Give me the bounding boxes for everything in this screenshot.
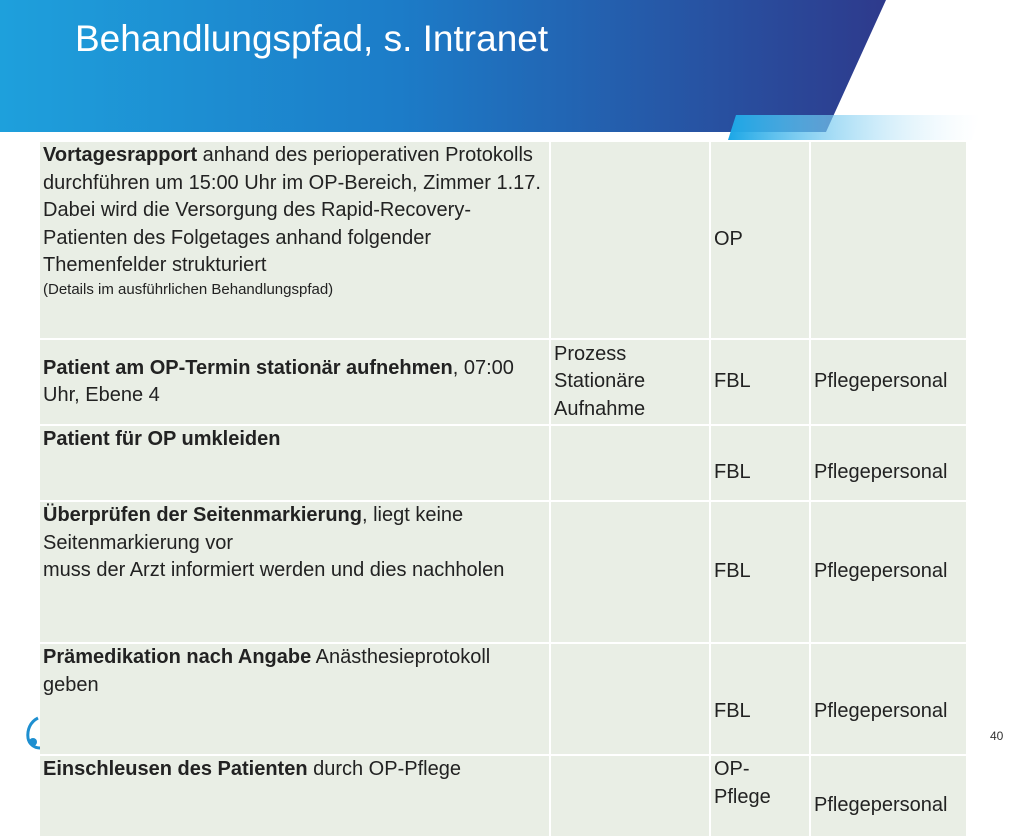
task-bold-text: Überprüfen der Seitenmarkierung	[43, 504, 362, 526]
task-bold-text: Vortagesrapport	[43, 144, 198, 166]
task-text: Anästhesieprotokoll geben	[43, 646, 491, 696]
task-text: anhand des perioperativen Protokolls durchführen um 15:00 Uhr im OP-Bereich, Zimmer 1.17. Dabei wird die Versorgung des Rapid-Recovery-Patienten des Folgetages anhand folgender Themenfelder strukturiert	[43, 144, 541, 276]
process-cell	[550, 643, 710, 755]
staff-cell	[810, 141, 967, 339]
task-bold-text: Patient am OP-Termin stationär aufnehmen	[43, 356, 453, 379]
process-cell	[550, 141, 710, 339]
logo-icon	[24, 716, 50, 750]
staff-cell: Pflegepersonal	[810, 643, 967, 755]
responsible-cell: FBL	[710, 501, 810, 643]
process-cell	[550, 755, 710, 837]
task-cell	[39, 141, 550, 339]
task-text: , 07:00 Uhr, Ebene 4	[43, 356, 514, 406]
staff-cell: Pflegepersonal	[810, 755, 967, 837]
table-row	[39, 755, 967, 837]
staff-cell: Pflegepersonal	[810, 501, 967, 643]
task-bold-text: Patient für OP umkleiden	[43, 428, 281, 450]
task-bold-text: Prämedikation nach Angabe	[43, 646, 312, 668]
task-cell	[39, 339, 550, 425]
process-cell: Prozess Stationäre Aufnahme	[550, 339, 710, 425]
task-cell	[39, 755, 550, 837]
responsible-cell: FBL	[710, 425, 810, 501]
process-cell	[550, 425, 710, 501]
staff-cell: Pflegepersonal	[810, 425, 967, 501]
slide-title: Behandlungspfad, s. Intranet	[75, 18, 549, 59]
task-text-continued: muss der Arzt informiert werden und dies nachholen	[43, 559, 505, 581]
table-row	[39, 141, 967, 339]
task-cell	[39, 643, 550, 755]
table-row	[39, 339, 967, 425]
task-text: durch OP-Pflege	[307, 758, 461, 780]
page-number: 40	[990, 729, 1004, 743]
responsible-cell: OP	[710, 141, 810, 339]
task-cell	[39, 501, 550, 643]
process-table	[38, 140, 968, 838]
task-bold-text: Einschleusen des Patienten	[43, 758, 308, 780]
table-row	[39, 501, 967, 643]
staff-cell: Pflegepersonal	[810, 339, 967, 425]
table-row	[39, 643, 967, 755]
responsible-cell: OP-Pflege	[710, 755, 810, 837]
table-row	[39, 425, 967, 501]
task-text: , liegt keine Seitenmarkierung vor	[43, 504, 464, 554]
responsible-cell: FBL	[710, 339, 810, 425]
task-cell	[39, 425, 550, 501]
process-cell	[550, 501, 710, 643]
responsible-cell: FBL	[710, 643, 810, 755]
task-note: (Details im ausführlichen Behandlungspfad)	[43, 280, 334, 298]
